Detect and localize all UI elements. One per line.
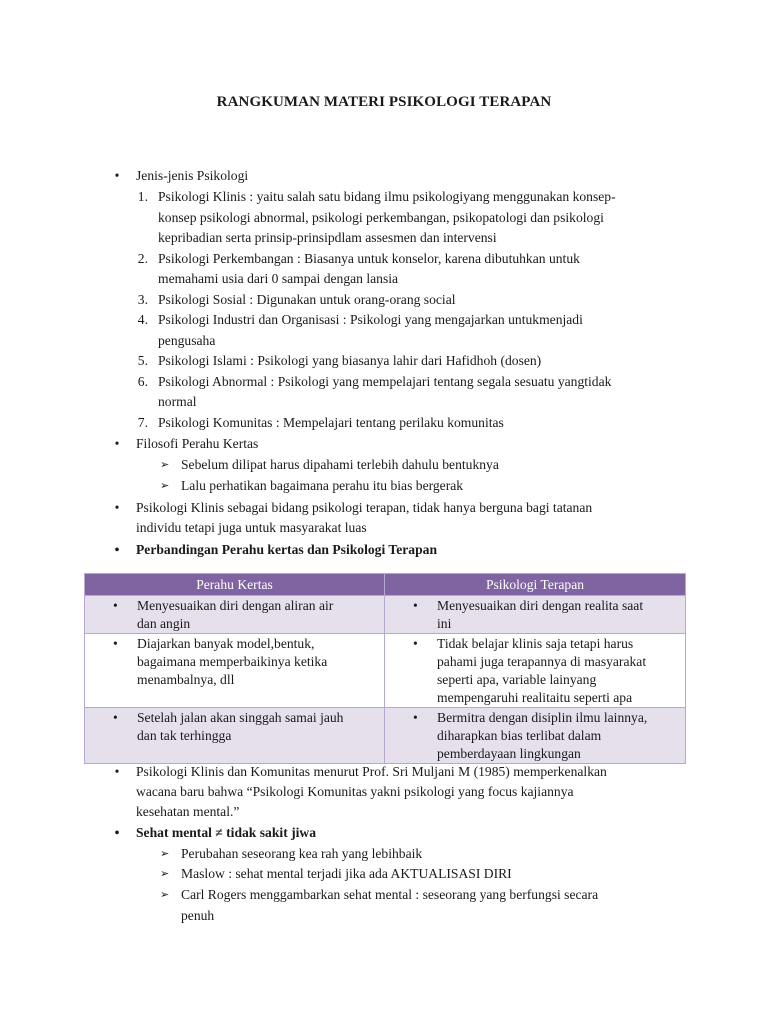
paragraph-line: individu tetapi juga untuk masyarakat luas bbox=[136, 520, 367, 535]
table-row bbox=[85, 596, 686, 634]
arrow-bullet-icon: ➢ bbox=[160, 889, 170, 901]
list-number: 5. bbox=[137, 353, 148, 368]
cell-line: diharapkan bias terlibat dalam bbox=[437, 728, 602, 743]
cell-line: ini bbox=[437, 616, 452, 631]
bullet: • bbox=[413, 636, 418, 651]
arrow-bullet-icon: ➢ bbox=[160, 459, 170, 471]
arrow-bullet-icon: ➢ bbox=[160, 868, 170, 880]
bullet: • bbox=[113, 598, 118, 613]
cell-line: pemberdayaan lingkungan bbox=[437, 746, 581, 761]
list-item-line: Psikologi Komunitas : Mempelajari tentang perilaku komunitas bbox=[158, 415, 504, 430]
list-item-line: Psikologi Industri dan Organisasi : Psikologi yang mengajarkan untukmenjadi bbox=[158, 312, 583, 327]
table-cell bbox=[385, 596, 686, 634]
paragraph-line: kesehatan mental.” bbox=[136, 804, 240, 819]
bullet: • bbox=[113, 636, 118, 651]
sub-item-line: Carl Rogers menggambarkan sehat mental : seseorang yang berfungsi secara bbox=[181, 887, 599, 902]
list-number: 1. bbox=[137, 189, 148, 204]
list-item-line: Psikologi Sosial : Digunakan untuk orang-orang social bbox=[158, 292, 456, 307]
cell-line: Bermitra dengan disiplin ilmu lainnya, bbox=[437, 710, 648, 725]
list-number: 3. bbox=[137, 292, 148, 307]
bullet: • bbox=[113, 710, 118, 725]
arrow-bullet-icon: ➢ bbox=[160, 848, 170, 860]
table-header-perahu-kertas: Perahu Kertas bbox=[85, 574, 385, 596]
cell-line: pahami juga terapannya di masyarakat bbox=[437, 654, 647, 669]
cell-line: mempengaruhi realitaitu seperti apa bbox=[437, 690, 633, 705]
document-title: RANGKUMAN MATERI PSIKOLOGI TERAPAN bbox=[216, 94, 552, 110]
sub-item-line: Sebelum dilipat harus dipahami terlebih dahulu bentuknya bbox=[181, 457, 499, 472]
table-cell bbox=[385, 708, 686, 764]
list-item-line: Psikologi Abnormal : Psikologi yang mempelajari tentang segala sesuatu yangtidak bbox=[158, 374, 612, 389]
table-cell bbox=[85, 596, 385, 634]
sub-item-line: penuh bbox=[181, 908, 215, 923]
cell-line: bagaimana memperbaikinya ketika bbox=[137, 654, 328, 669]
list-item-line: Psikologi Perkembangan : Biasanya untuk konselor, karena dibutuhkan untuk bbox=[158, 251, 580, 266]
list-number: 7. bbox=[137, 415, 148, 430]
list-item-line: konsep psikologi abnormal, psikologi perkembangan, psikopatologi dan psikologi bbox=[158, 210, 604, 225]
table-row bbox=[85, 708, 686, 764]
list-item-line: Psikologi Islami : Psikologi yang biasanya lahir dari Hafidhoh (dosen) bbox=[158, 353, 542, 368]
cell-line: dan angin bbox=[137, 616, 191, 631]
list-item-line: Psikologi Klinis : yaitu salah satu bidang ilmu psikologiyang menggunakan konsep- bbox=[158, 189, 616, 204]
table-header-row bbox=[85, 574, 686, 596]
section-heading-filosofi: Filosofi Perahu Kertas bbox=[136, 436, 259, 451]
section-heading-jenis: Jenis-jenis Psikologi bbox=[136, 168, 249, 183]
table-cell bbox=[85, 708, 385, 764]
list-item-line: memahami usia dari 0 sampai dengan lansia bbox=[158, 271, 399, 286]
comparison-table bbox=[84, 573, 686, 764]
list-item-line: pengusaha bbox=[158, 333, 216, 348]
list-number: 4. bbox=[137, 312, 148, 327]
list-number: 6. bbox=[137, 374, 148, 389]
table-header-psikologi-terapan: Psikologi Terapan bbox=[385, 574, 686, 596]
cell-line: Diajarkan banyak model,bentuk, bbox=[137, 636, 315, 651]
bullet: • bbox=[114, 764, 120, 779]
bullet: • bbox=[114, 436, 120, 451]
bullet: • bbox=[413, 598, 418, 613]
cell-line: seperti apa, variable lainyang bbox=[437, 672, 597, 687]
sub-item-line: Perubahan seseorang kea rah yang lebihbaik bbox=[181, 846, 423, 861]
bullet: • bbox=[114, 500, 120, 515]
arrow-bullet-icon: ➢ bbox=[160, 480, 170, 492]
bullet: • bbox=[413, 710, 418, 725]
table-cell bbox=[385, 634, 686, 708]
table-cell bbox=[85, 634, 385, 708]
cell-line: menambalnya, dll bbox=[137, 672, 235, 687]
cell-line: Menyesuaikan diri dengan aliran air bbox=[137, 598, 334, 613]
bullet: • bbox=[114, 825, 120, 840]
cell-line: Tidak belajar klinis saja tetapi harus bbox=[437, 636, 634, 651]
bullet: • bbox=[114, 168, 120, 183]
list-item-line: normal bbox=[158, 394, 197, 409]
paragraph-line: wacana baru bahwa “Psikologi Komunitas yakni psikologi yang focus kajiannya bbox=[136, 784, 574, 799]
section-heading-perbandingan: Perbandingan Perahu kertas dan Psikologi Terapan bbox=[136, 542, 438, 557]
cell-line: Setelah jalan akan singgah samai jauh bbox=[137, 710, 344, 725]
paragraph-line: Psikologi Klinis dan Komunitas menurut Prof. Sri Muljani M (1985) memperkenalkan bbox=[136, 764, 607, 779]
cell-line: Menyesuaikan diri dengan realita saat bbox=[437, 598, 644, 613]
paragraph-line: Psikologi Klinis sebagai bidang psikologi terapan, tidak hanya berguna bagi tatanan bbox=[136, 500, 593, 515]
cell-line: dan tak terhingga bbox=[137, 728, 232, 743]
bullet: • bbox=[114, 542, 120, 557]
table-row bbox=[85, 634, 686, 708]
section-heading-sehat-mental: Sehat mental ≠ tidak sakit jiwa bbox=[136, 825, 317, 840]
list-number: 2. bbox=[137, 251, 148, 266]
sub-item-line: Lalu perhatikan bagaimana perahu itu bias bergerak bbox=[181, 478, 464, 493]
list-item-line: kepribadian serta prinsip-prinsipdlam assesmen dan intervensi bbox=[158, 230, 497, 245]
sub-item-line: Maslow : sehat mental terjadi jika ada AKTUALISASI DIRI bbox=[181, 866, 512, 881]
